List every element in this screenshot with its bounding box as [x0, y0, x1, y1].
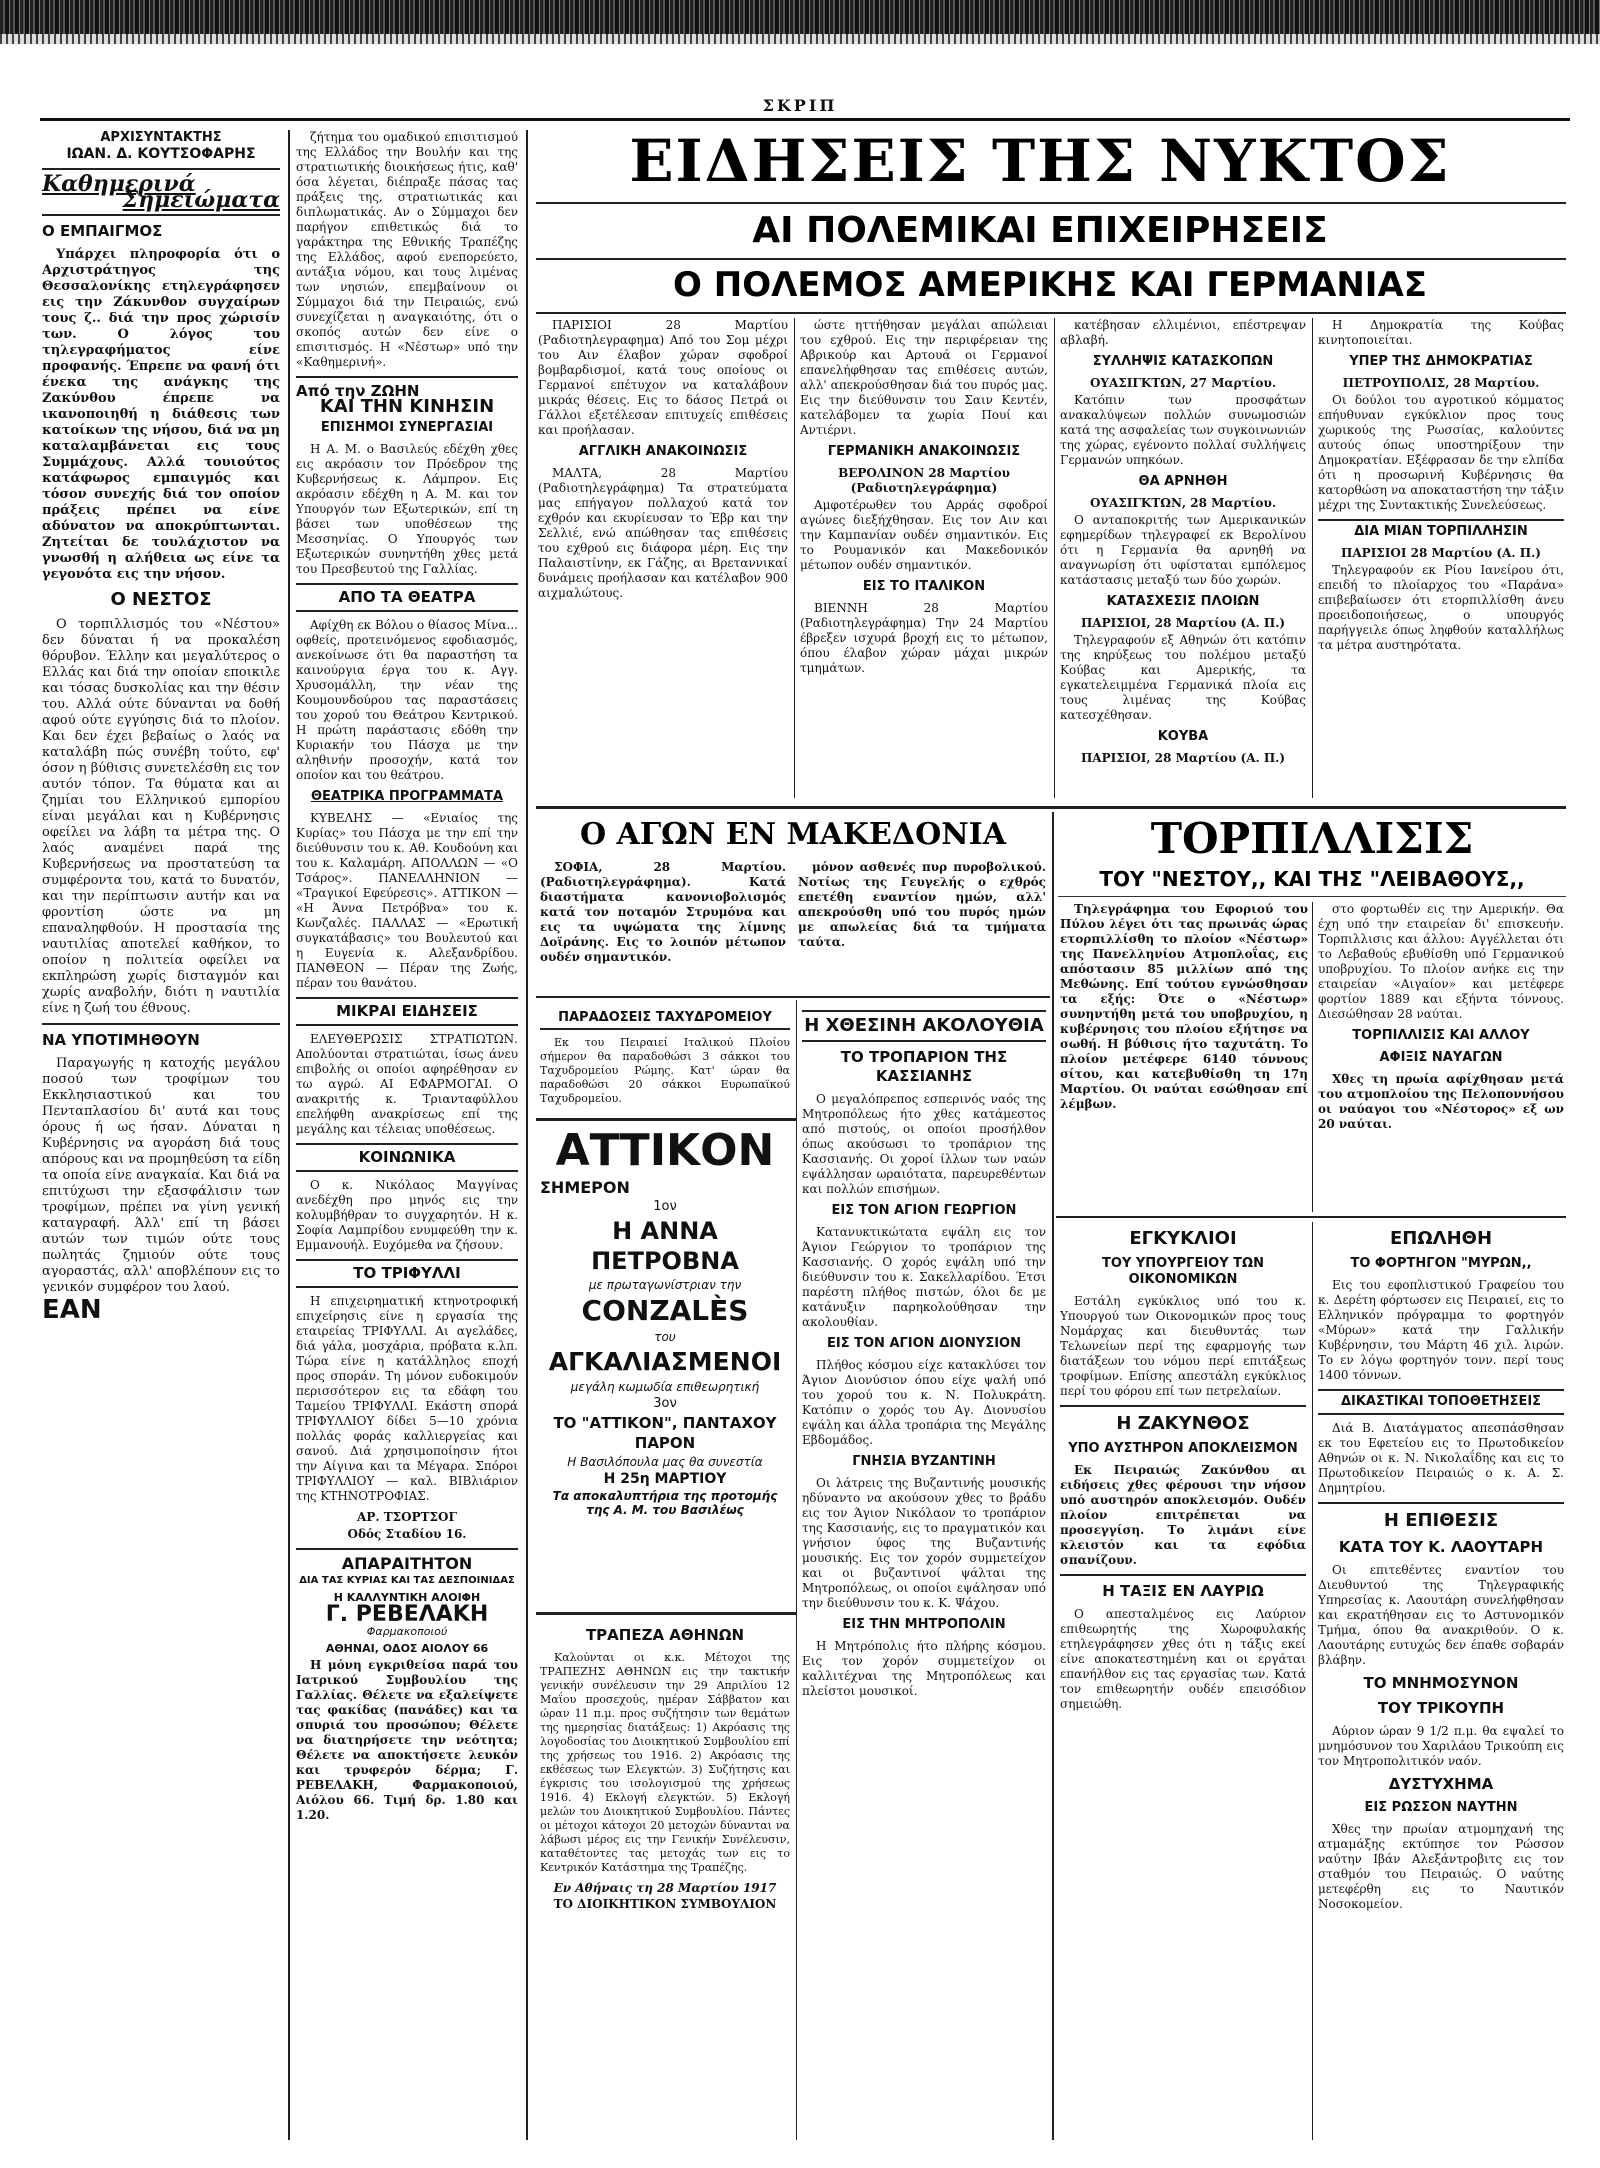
section-rule	[536, 996, 1050, 998]
banner-subheadline: ΑΙ ΠΟΛΕΜΙΚΑΙ ΕΠΙΧΕΙΡΗΣΕΙΣ	[752, 210, 1328, 251]
story-body: Εκ του Πειραιεί Ιταλικού Πλοίου σήμερον θα παραδοθώσι 3 σάκκοι του Ταχυδρομείου Ρώμης. Κατ' ώραν θα παραδοθώσι 20 σάκκοι Ευρωπαϊκού Ταχυδρομείου.	[540, 1036, 790, 1105]
story-title: ΝΑ ΥΠΟΤΙΜΗΘΟΥΝ	[42, 1031, 200, 1049]
ad-role: Φαρμακοποιού	[366, 1625, 448, 1638]
story-body: ΚΥΒΕΛΗΣ — «Ενιαίος της Κυρίας» του Πάσχα με την επί την διεύθυνσιν του κ. Αθ. Κουδούνη και του κ. Καλαμάρη. ΑΠΟΛΛΩΝ — «Ο Τσάρος». ΠΑΝΕΛΛΗΝΙΟΝ — «Τραγικοί Εφεύρεσις». ΑΤΤΙΚΟΝ — «Η Άννα Πετρόβνα» του κ. Κωνζαλές. ΠΑΛΛΑΣ — «Ερωτική συγκατάβασις» του Βουλευτού και η Ευγενία κ. Αλεξανδρίδου. ΠΑΝΘΕΟΝ — Πέραν της Ζωής, πέραν του θανάτου.	[296, 811, 518, 990]
section-heading: ΤΡΑΠΕΖΑ ΑΘΗΝΩΝ	[585, 1626, 745, 1644]
column-rule	[794, 318, 795, 798]
section-heading: ΓΕΡΜΑΝΙΚΗ ΑΝΑΚΟΙΝΩΣΙΣ	[827, 444, 1021, 459]
story-title: Ο ΕΜΠΑΙΓΜΟΣ	[42, 222, 163, 240]
section-heading: ΔΙΚΑΣΤΙΚΑΙ ΤΟΠΟΘΕΤΗΣΕΙΣ	[1318, 1389, 1564, 1415]
editor-name: ΙΩΑΝ. Δ. ΚΟΥΤΣΟΦΑΡΗΣ	[66, 146, 256, 162]
section-heading: ΚΟΥΒΑ	[1157, 729, 1209, 744]
section-subheading: ΥΠΟ ΑΥΣΤΗΡΟΝ ΑΠΟΚΛΕΙΣΜΟΝ	[1068, 1441, 1298, 1456]
section-subheading: ΤΟ ΤΡΟΠΑΡΙΟΝ ΤΗΣ ΚΑΣΣΙΑΝΗΣ	[840, 1048, 1008, 1085]
column-rule	[1312, 1222, 1313, 2140]
notice-signature: ΤΟ ΔΙΟΙΚΗΤΙΚΟΝ ΣΥΜΒΟΥΛΙΟΝ	[553, 1897, 777, 1911]
section-subheading: ΤΟ ΦΟΡΤΗΓΟΝ "ΜΥΡΩΝ,,	[1350, 1256, 1532, 1271]
torpedo-column-1	[1060, 902, 1308, 1212]
section-heading: ΓΝΗΣΙΑ ΒΥΖΑΝΤΙΝΗ	[852, 1454, 996, 1469]
play-title: ΑΓΚΑΛΙΑΣΜΕΝΟΙ	[548, 1347, 782, 1376]
encyclical-column	[1060, 1222, 1306, 2140]
ad-subtitle: ΔΙΑ ΤΑΣ ΚΥΡΙΑΣ ΚΑΙ ΤΑΣ ΔΕΣΠΟΙΝΙΔΑΣ	[299, 1575, 515, 1586]
header-rule	[40, 118, 1570, 121]
divider	[42, 1023, 280, 1025]
story-body: στο φορτωθέν εις την Αμερικήν. Θα έχη υπό την εταιρείαν δι' επισκευήν. Τορπιλλισις και άλλου: Αγγέλλεται ότι το Λεβαθούς εβυθίσθη υπό Γερμανικού υποβρυχίου. Το πλοίον ανήκε εις την εταιρείαν «Αιγαίον» και μετέφερε φορτίον 1889 και εξήντα τόννους. Διεσώθησαν 28 ναύται.	[1318, 902, 1564, 1021]
dateline: ΒΕΡΟΛΙΝΟΝ 28 Μαρτίου (Ραδιοτηλεγράφημα)	[838, 466, 1010, 495]
section-heading: ΘΑ ΑΡΝΗΘΗ	[1138, 474, 1228, 489]
column-rule	[1312, 902, 1313, 1212]
section-heading: ΔΙΑ ΜΙΑΝ ΤΟΡΠΙΛΛΗΣΙΝ	[1318, 519, 1564, 540]
story-body: ΒΙΕΝΝΗ 28 Μαρτίου (Ραδιοτηλεγράφημα) Την 24 Μαρτίου έβρεξεν ισχυρά βροχή εις το μέτωπον, όπου έλαβον χώραν μάχαι μικρών τμημάτων.	[800, 601, 1048, 675]
theatre-name: ΑΤΤΙΚΟΝ	[555, 1125, 775, 1176]
masthead: ΣΚΡΙΠ	[762, 96, 838, 115]
ad-rule	[536, 1118, 796, 1121]
section-subheading: ΤΟΥ ΤΡΙΚΟΥΠΗ	[1377, 1699, 1505, 1717]
section-heading: ΤΟ ΤΡΙΦΥΛΛΙ	[296, 1259, 518, 1288]
section-heading: ΣΥΛΛΗΨΙΣ ΚΑΤΑΣΚΟΠΩΝ	[1092, 354, 1274, 369]
story-body: Υπάρχει πληροφορία ότι ο Αρχιστράτηγος της Θεσσαλονίκης ετηλεγράφησεν εις την Ζάκυνθον συγχαίρων τους ζ.. διά την προς χώρισίν των. Ο λόγος του τηλεγραφήματος είνε προφανής. Έπρεπε να φανή ότι ένεκα της ανάγκης της Ζακύνθου έπρεπε να ικανοποιηθή η διάθεσις των κατοίκων της νήσου, διά να μη καταλαμβάνεται εις τους Συμμάχους. Αλλά τουιούτος κατάφωρος εμπαιγμός και τόσον συνεχής διά τον οποίον πράξεις πρέπει να είνε αδύνατον να αποκρύπτωνται. Ζητείται δε τουλάχιστον να γνωσθή η αλήθεια ως είνε τα γεγονότα εις την νήσον.	[42, 247, 280, 582]
signature-address: Οδός Σταδίου 16.	[347, 1527, 467, 1541]
play-title: Η ΑΝΝΑ ΠΕΤΡΟΒΝΑ	[591, 1217, 739, 1275]
divider	[42, 168, 280, 170]
story-body: ΕΛΕΥΘΕΡΩΣΙΣ ΣΤΡΑΤΙΩΤΩΝ. Απολύονται στρατιώται, ίσως άνευ επιβολής οι οποίοι αφηρέθησαν εν τω αγρώ. ΑΙ ΕΦΑΡΜΟΓΑΙ. Ο ανακριτής κ. Τριανταφύλλου επελήφθη ανακρίσεως επί της μεγάλης και τέλειας υποθέσεως.	[296, 1032, 518, 1136]
dateline: ΠΑΡΙΣΙΟΙ, 28 Μαρτίου (Α. Π.)	[1080, 616, 1286, 630]
section-heading: Η ΤΑΞΙΣ ΕΝ ΛΑΥΡΙΩ	[1102, 1582, 1264, 1600]
column-rule	[1312, 318, 1313, 798]
story-body: Οι δούλοι του αγροτικού κόμματος επήυθυναν εγκύκλιον προς τους χωρικούς της Ρωσσίας, καλούντες αυτούς όπως υποστηρίξουν την Δημοκρατίαν. Εξέφρασαν δε την ελπίδα ότι η προσωρινή Κυβέρνησις θα κατορθώση να αποκαταστήση την τάξιν μέχρι της Συντακτικής Συνελεύσεως.	[1318, 393, 1564, 512]
ad-number: 1ον	[653, 1199, 677, 1214]
section-heading: Η ΕΠΙΘΕΣΙΣ	[1383, 1510, 1499, 1531]
section-heading: ΕΠΙΣΗΜΟΙ ΣΥΝΕΡΓΑΣΙΑΙ	[320, 420, 494, 435]
night-column-4	[1318, 318, 1564, 798]
story-tail: ΕΑΝ	[42, 1295, 102, 1325]
column-2	[296, 130, 518, 2140]
story-body: Τηλεγραφούν εκ Ρίου Ιανείρου ότι, επειδή το πλοίαρχος του «Παράνα» επιβεβαίωσεν ότι ετορπιλλίσθη άνευ προειδοποιήσεως, ο υπουργός παρήγγειλε όπως ληφθούν καταλλήλως τα μέτρα αυστηρότατα.	[1318, 563, 1564, 652]
ad-rule	[536, 1612, 796, 1615]
story-body: Οι λάτρεις της Βυζαντινής μουσικής ηδύναντο να ακούσουν χθες το βράδυ εις τον Άγιον Νικόλαον το τροπάριον της Κασσιανής, εις το πραγματικόν και γνήσιον ύφος της Βυζαντινής μουσικής. Εις τον χορόν συμμετείχον και οι βυζαντινοί ψάλται της Μητροπόλεως, οι οποίοι εψάλησαν υπό την διεύθυνσιν του κ. Κ. Ψάχου.	[802, 1476, 1046, 1610]
main-headline: ΕΙΔΗΣΕΙΣ ΤΗΣ ΝΥΚΤΟΣ	[629, 127, 1451, 195]
ad-number: 3ον	[653, 1396, 677, 1411]
section-heading: ΑΠΟ ΤΑ ΘΕΑΤΡΑ	[296, 583, 518, 612]
divider	[42, 214, 280, 216]
story-body: Ο απεσταλμένος εις Λαύριον επιθεωρητής της Χωροφυλακής ετηλεγράφησεν χθες ότι η τάξις εκεί είνε αποκατεστημένη και οι εργάται επανήλθον εις τας εργασίας των. Κατά τον επιθεωρητήν ουδέν επεισόδιον σημειώθη.	[1060, 1607, 1306, 1711]
section-heading: Η ΖΑΚΥΝΘΟΣ	[1116, 1413, 1250, 1434]
story-body: Ο μεγαλόπρεπος εσπερινός ναός της Μητροπόλεως ήτο χθες κατάμεστος από πιστούς, οι οποίοι προσήλθον όπως ακούσωσι το τροπάριον της Κασσιανής. Οι χοροί ίλλων των ναών εψάλλησαν ωραιότατα, παρευρεθέντων και πολλών επισήμων.	[802, 1092, 1046, 1196]
banner-rule	[536, 202, 1566, 204]
post-notice	[540, 1004, 790, 1114]
divider	[296, 376, 518, 378]
column-rule	[1054, 318, 1055, 798]
section-subheading: ΕΙΣ ΡΩΣΣΟΝ ΝΑΥΤΗΝ	[1364, 1800, 1518, 1815]
theatre-ad	[540, 1124, 790, 1608]
story-body: ώστε ηττήθησαν μεγάλαι απώλειαι του εχθρού. Εις την περιφέρειαν της Αβρικούρ και Αρτουά οι Γερμανοί επανελήφθησαν τας επιθέσεις αυτών, αλλ' απεκρούσθησαν διά του πυρός μας. Εις την διεύθυνσιν του Σαιν Κεντέν, κατελάβομεν τα χωρία Πουί και Αντιέρνι.	[800, 318, 1048, 437]
story-body: Ο κ. Νικόλαος Μαγγίνας ανεδέχθη προ μηνός εις την κολυμβήθραν το συγχαρητόν. Η κ. Σοφία Λαμπρίδου ενυμφεύθη την κ. Εμμανουήλ. Ευχόμεθα να ζήσουν.	[296, 1178, 518, 1252]
banner-subheadline: Ο ΠΟΛΕΜΟΣ ΑΜΕΡΙΚΗΣ ΚΑΙ ΓΕΡΜΑΝΙΑΣ	[673, 265, 1427, 305]
story-body: Κατόπιν των προσφάτων ανακαλύψεων πολλών συνωμοσιών κατά της ασφαλείας των συγκοινωνιών της χώρας, εγένοντο πολλαί συλλήψεις Γερμανών υπηκόων.	[1060, 393, 1306, 467]
night-column-3	[1060, 318, 1306, 798]
section-heading: ΕΠΩΛΗΘΗ	[1389, 1228, 1493, 1249]
ad-line: με πρωταγωνίστριαν την	[588, 1278, 742, 1292]
story-body: Ο ανταποκριτής των Αμερικανικών εφημερίδων τηλεγραφεί εκ Βερολίνου ότι η Γερμανία θα αρνηθή να αναγνωρίση ότι υφίσταται εμπόλεμος κατάστασις μεταξύ των δύο χωρών.	[1060, 513, 1306, 587]
story-body: Διά Β. Διατάγματος απεσπάσθησαν εκ του Εφετείου εις το Πρωτοδικείον Αθηνών οι κ. Ν. Νικολαΐδης και εις το Πρωτοδικείον Πειραιώς ο κ. Α. Σ. Δημητρίου.	[1318, 1421, 1564, 1495]
dateline: ΠΕΤΡΟΥΠΟΛΙΣ, 28 Μαρτίου.	[1342, 376, 1540, 390]
section-subheading: ΤΟΥ ΥΠΟΥΡΓΕΙΟΥ ΤΩΝ ΟΙΚΟΝΟΜΙΚΩΝ	[1102, 1256, 1264, 1287]
night-column-2	[800, 318, 1048, 798]
story-body: Ο τορπιλλισμός του «Νέστου» δεν δύναται ή να προκαλέση θόρυβον. Έλλην και μεγαλύτερος ο Ελλάς και διά την οποίαν εποικιλε και τόσας δυσκολίας και την θέσιν του. Αλλά ούτε δύνανται να δοθή αφού ούτε εγγύησις διά το πλοίον. Και δεν έχει βεβαίως ο λαός να καταλάβη πώς συνέβη τούτο, εφ' όσον η βύθισις συνετελέσθη εις τον αυτόν τόπον. Τα θύματα και αι ζημίαι του Ελληνικού εμπορίου είναι μεγάλαι και η Κυβέρνησις οφείλει να λάβη τα μέτρα της. Ο λαός αναμένει παρά της Κυβερνήσεως να προστατεύση τα συμφέροντα του, κατά το δυνατόν, και την περίπτωσιν αυτήν και να φροντίση ώστε να μη επαναληφθούν. Η προστασία της ναυτιλίας αποτελεί καθήκον, το οποίον η πολιτεία οφείλει να εκπληρώση χωρίς δισταγμόν και χωρίς αναβολήν, διότι η ναυτιλία είνε η ζωή του έθνους.	[42, 617, 280, 1016]
section-heading: ΚΑΤΑΣΧΕΣΙΣ ΠΛΟΙΩΝ	[1106, 594, 1260, 609]
story-body: ΠΑΡΙΣΙΟΙ 28 Μαρτίου (Ραδιοτηλεγραφημα) Από του Σομ μέχρι του Αιν έλαβον χώραν σφοδροί βομβαρδισμοί, κατά τους οποίους οι Γερμανοί επέτυχον να καταλάβουν μικράς θέσεις. Εις το δάσος Πετρά οι Γάλλοι εξετέλεσαν επιτυχείς επιθέσεις και προήλασαν.	[538, 318, 788, 437]
banner-rule	[536, 312, 1566, 314]
ad-address: ΑΘΗΝΑΙ, ΟΔΟΣ ΑΙΟΛΟΥ 66	[325, 1642, 489, 1655]
story-body: Κατανυκτικώτατα εψάλη εις τον Άγιον Γεώργιον το τροπάριον της Κασσιανής. Ο χορός εψάλη υπό την διεύθυνσιν του κ. Σακελλαρίδου. Έτσι παρέστη πλήθος πιστών, όλοι δε με κατάνυξιν παρηκολούθησαν την ακολουθίαν.	[802, 1225, 1046, 1329]
torpedo-column-2	[1318, 902, 1564, 1212]
section-heading: Η ΧΘΕΣΙΝΗ ΑΚΟΛΟΥΘΙΑ	[802, 1010, 1046, 1042]
column-rule	[796, 1000, 797, 2140]
divider	[296, 1548, 518, 1550]
column-rule	[526, 130, 528, 2140]
section-heading: ΤΟ ΜΝΗΜΟΣΥΝΟΝ	[1363, 1674, 1519, 1692]
story-body: Αμφοτέρωθεν του Αρράς σφοδροί αγώνες διεξήχθησαν. Εις τον Αιν και την Καμπανίαν ουδέν σημαντικόν. Εις το Ρουμανικόν και Μακεδονικόν μέτωπον ουδέν σημαντικόν.	[800, 498, 1048, 572]
section-subheading: ΚΑΤΑ ΤΟΥ Κ. ΛΑΟΥΤΑΡΗ	[1338, 1538, 1544, 1556]
story-body: μόνον ασθενές πυρ πυροβολικού. Νοτίως της Γευγελής ο εχθρός επετέθη εναντίον ημών, αλλ' απεκρούσθη υπό του πυρός ημών με απωλείας διά τα τμήματα ταύτα.	[798, 860, 1046, 949]
section-heading: ΕΓΚΥΚΛΙΟΙ	[1129, 1228, 1237, 1249]
ad-today: ΣΗΜΕΡΟΝ	[540, 1178, 630, 1197]
scan-top-border-thin	[0, 34, 1600, 44]
story-body: κατέβησαν ελλιμένιοι, επέστρεψαν αβλαβή.	[1060, 318, 1306, 347]
ad-date: Η 25η ΜΑΡΤΙΟΥ	[603, 1471, 727, 1487]
column-rule	[288, 130, 290, 2140]
section-heading: ΑΓΓΛΙΚΗ ΑΝΑΚΟΙΝΩΣΙΣ	[578, 444, 748, 459]
story-body: Εστάλη εγκύκλιος υπό του κ. Υπουργού των Οικονομικών προς τους Νομάρχας και διευθυντάς των Τελωνείων περί της εφαρμογής των διατάξεων του νόμου περί επιτάξεως τροφίμων. Επίσης απεστάλη εγκύκλιος περί του φόρου επί των πετρελαίων.	[1060, 1294, 1306, 1398]
section-heading: ΔΥΣΤΥΧΗΜΑ	[1388, 1775, 1494, 1793]
ad-line: Τα αποκαλυπτήρια της προτομής της Α. Μ. του Βασιλέως	[552, 1489, 778, 1517]
ad-subtitle: Η ΚΑΛΛΥΝΤΙΚΗ ΑΛΟΙΦΗ	[333, 1591, 481, 1604]
subheadline: ΤΟΥ "ΝΕΣΤΟΥ,, ΚΑΙ ΤΗΣ "ΛΕΙΒΑΘΟΥΣ,,	[1099, 867, 1525, 891]
story-body: Η επιχειρηματική κτηνοτροφική επιχείρησις είνε η εργασία της εταιρείας ΤΡΙΦΥΛΛΙ. Αι αγελάδες, διά γάλα, μοσχάρια, πρόβατα κ.λπ. Τώρα είνε η κατάλληλος εποχή προς σποράν. Τη μόνον ευδοκιμούν περισσότερον εις τα εδάφη του Ταμείου ΤΡΙΦΥΛΛΙ. Εκάστη σπορά ΤΡΙΦΥΛΛΙΟΥ δίδει 5—10 χρόνια πολλάς φοράς καλλιεργείας και σανού. Διά χρησιμοποίησιν ήτοι την Αίγινα και τα Μέγαρα. Σπόροι ΤΡΙΦΥΛΛΙΟΥ — καλ. ΒΙΒλιάριον της ΚΤΗΝΟΤΡΟΦΙΑΣ.	[296, 1294, 518, 1503]
story-body: Πλήθος κόσμου είχε κατακλύσει τον Άγιον Διονύσιον όπου είχε ψαλή υπό του χορού του κ. Ν. Πολυκράτη. Κατόπιν ο χορός του Αγ. Διονυσίου εψάλη και άλλα τροπάρια της Μεγάλης Εβδομάδος.	[802, 1358, 1046, 1447]
section-heading: ΠΑΡΑΔΟΣΕΙΣ ΤΑΧΥΔΡΟΜΕΙΟΥ	[540, 1010, 790, 1030]
section-subtitle: ΚΑΙ ΤΗΝ ΚΙΝΗΣΙΝ	[319, 396, 495, 417]
story-body: Παραγωγής η κατοχής μεγάλου ποσού των τροφίμων του Εκκλησιαστικού και του Πενταπλασίου δι' αυτά και τους όρους ή ως ήσαν. Δύναται η Κυβέρνησις να αγοράση διά τους απόρους και να προμηθεύση τα είδη τα οποία είνε αναγκαία. Και διά να επιτύχωσι την εξασφάλισιν των τροφίμων, πρέπει να γίνη γενική καταγραφή. Άλλ' επί τη βάσει αυτών των τιμών ούτε τους πωλητάς ζημιούν ούτε τους αγοραστάς, αλλ' αποβλέπουν εις το γενικόν συμφέρον του λαού.	[42, 1056, 280, 1295]
story-body: Τηλεγράφημα του Εφοριού του Πύλου λέγει ότι τας πρωινάς ώρας ετορπιλλίσθη το πλοίον «Νέστωρ» της Πανελληνίου Ατμοπλοΐας, εις απόστασιν 85 μιλλίων από της Μεθώνης. Επί τούτου εγνώσθησαν τα εξής: Ότε ο «Νέστωρ» συνηντήθη μετά του υποβρυχίου, η κυβέρνησις του πλοίου εξήτησε να σωθή. Η βύθισις ήτο ταχυτάτη. Το πλοίον μετέφερε 6140 τόννους σίτου, και κατεβυθίσθη τη 17η Μαρτίου. Οι ναύται εσώθησαν επί λέμβων.	[1060, 902, 1308, 1111]
ad-slogan: ΤΟ "ΑΤΤΙΚΟΝ", ΠΑΝΤΑΧΟΥ ΠΑΡΟΝ	[553, 1414, 777, 1452]
ad-name: Γ. ΡΕΒΕΛΑΚΗ	[325, 1602, 489, 1627]
signature: ΑΡ. ΤΣΟΡΤΣΟΓ	[357, 1510, 457, 1524]
story-body: Αφίχθη εκ Βόλου ο θίασος Μίνα... οφθείς, προτεινόμενος εφοδιασμός, ανεκοίνωσε ότι θα παραστήση τα καινούργια έργα του κ. Αγγ. Χρυσομάλλη, την νέαν της Κουμουνδούρου τας παραστάσεις του χορού του Θεάτρου Κεντρικού. Η πρώτη παράστασις εδόθη την Κυριακήν του Πάσχα με την αληθινήν προσοχήν, κατά τον οποίον και του θεάτρου.	[296, 618, 518, 782]
star-name: CONZALÈS	[581, 1294, 749, 1327]
ad-body: Η μόνη εγκριθείσα παρά του Ιατρικού Συμβουλίου της Γαλλίας. Θέλετε να εξαλείψετε τας φακίδας (πανάδες) και τα σπυριά του προσώπου; Θέλετε να διατηρήσετε την νεότητα; Θέλετε να αποκτήσετε λευκόν και τρυφερόν δέρμα; Γ. ΡΕΒΕΛΑΚΗ, Φαρμακοποιού, Αιόλου 66. Τιμή δρ. 1.80 και 1.20.	[296, 1658, 518, 1822]
ad-title: ΑΠΑΡΑΙΤΗΤΟΝ	[341, 1554, 473, 1573]
story-body: ΣΟΦΙΑ, 28 Μαρτίου. (Ραδιοτηλεγράφημα). Κατά διαστήματα κανονιοβολισμός κατά τον ποταμόν Στρυμόνα και εις τα υψώματα της λίμνης Δοϊράνης. Εις το λοιπόν μέτωπον ουδέν σημαντικόν.	[540, 860, 786, 964]
section-heading: ΕΙΣ ΤΗΝ ΜΗΤΡΟΠΟΛΙΝ	[842, 1617, 1006, 1632]
ad-line: Η Βασιλόπουλα μας θα συνεστία	[567, 1455, 763, 1469]
section-heading: ΜΙΚΡΑΙ ΕΙΔΗΣΕΙΣ	[296, 997, 518, 1026]
story-body: Χθες την πρωίαν ατμομηχανή της ατμαμάξης εκτύπησε τον Ρώσσον ναύτην Ιβάν Αλεξάντροβιτς εις τον σταθμόν του Πειραιώς. Ο ναύτης μετεφέρθη εις το Ναυτικόν Νοσοκομείον.	[1318, 1822, 1564, 1911]
divider	[1318, 1502, 1564, 1504]
section-heading: ΕΙΣ ΤΟ ΙΤΑΛΙΚΟΝ	[862, 579, 986, 594]
section-heading: ΕΙΣ ΤΟΝ ΑΓΙΟΝ ΓΕΩΡΓΙΟΝ	[831, 1203, 1017, 1218]
ad-line: μεγάλη κωμωδία επιθεωρητική	[570, 1380, 760, 1394]
scan-top-border	[0, 0, 1600, 34]
ad-line: του	[654, 1330, 676, 1344]
section-heading: ΑΦΙΞΙΣ ΝΑΥΑΓΩΝ	[1379, 1050, 1503, 1065]
right-column	[1318, 1222, 1564, 2140]
story-body: Καλούνται οι κ.κ. Μέτοχοι της ΤΡΑΠΕΖΗΣ ΑΘΗΝΩΝ εις την τακτικήν γενικήν συνέλευσιν την 29 Απριλίου 12 Μαΐου προσεχούς, ημέραν Σάββατον και ώραν 11 π.μ. προς συζήτησιν των θεμάτων της ημερησίας διατάξεως: 1) Ακρόασις της λογοδοσίας του Διοικητικού Συμβουλίου επί της χρήσεως του 1916. 2) Ακρόασις της εκθέσεως των Ελεγκτών. 3) Συζήτησις και έγκρισις του ισολογισμού της χρήσεως 1916. 4) Εκλογή ελεγκτών. 5) Εκλογή μελών του Διοικητικού Συμβουλίου. Πάντες οι μέτοχοι κάτοχοι 20 μετοχών δύνανται να λάβωσι μέρος εις την Γενικήν Συνέλευσιν, καταθέτοντες τας μετοχάς των εις το Κεντρικόν Κατάστημα της Τραπέζης.	[540, 1651, 790, 1874]
section-heading: ΕΙΣ ΤΟΝ ΑΓΙΟΝ ΔΙΟΝΥΣΙΟΝ	[827, 1336, 1021, 1351]
story-body: Η Μητρόπολις ήτο πλήρης κόσμου. Εις τον χορόν συμμετείχον οι καλλιτέχναι της Μητροπόλεως και πλείστοι μουσικοί.	[802, 1639, 1046, 1698]
section-rule	[536, 806, 1566, 809]
story-body: Αύριον ώραν 9 1/2 π.μ. θα εψαλεί το μνημόσυνον του Χαριλάου Τρικούπη εις τον Μητροπολιτικόν ναόν.	[1318, 1724, 1564, 1768]
bank-notice	[540, 1620, 790, 2140]
story-body: Τηλεγραφούν εξ Αθηνών ότι κατόπιν της κηρύξεως του πολέμου μεταξύ Κούβας και Αμερικής, τα εγκατελειμμένα Γερμανικά πλοία εις τους λιμένας της Κούβας κατεσχέθησαν.	[1060, 633, 1306, 722]
banner-rule	[536, 258, 1566, 260]
akolouthia-column	[802, 1004, 1046, 2140]
notice-date: Εν Αθήναις τη 28 Μαρτίου 1917	[553, 1881, 777, 1895]
dateline: ΟΥΑΣΙΓΚΤΩΝ, 27 Μαρτίου.	[1089, 376, 1277, 390]
dateline: ΠΑΡΙΣΙΟΙ 28 Μαρτίου (Α. Π.)	[1341, 546, 1541, 560]
section-title: Από την ΖΩΗΝ	[296, 382, 420, 400]
story-body: Εκ Πειραιώς Ζακύνθου αι ειδήσεις χθες φέρουσι την νήσον υπό αυστηρόν αποκλεισμόν. Ουδέν πλοίον επιτρέπεται να προσεγγίση. Το λιμάνι είνε κλειστόν και τα εφόδια σπανίζουν.	[1060, 1463, 1306, 1567]
story-body: ζήτημα του ομαδικού επισιτισμού της Ελλάδος την Βουλήν και της στρατιωτικής διοικήσεως ήτις, καθ' όσα λέγεται, διέπραξε πάσας τας πράξεις της, στρατιωτικάς και διπλωματικάς. Αν ο Σύμμαχοι δεν παρήγον επιθετικώς διά το γαράκτηρα της Εθνικής Τραπέζης της Ελλάδος, αφού ενεπορεύετο, αντάξια νόμου, και τους λιμένας των νησιών, επεμβαίνουν οι Σύμμαχοι διά την Πειραιώς, ενώ συνεχίζεται η αναγκαιότης, ότι ο σκοπός αυτών δεν είνε ο επισιτισμός. Η «Νέστωρ» υπό την «Καθημερινή».	[296, 130, 518, 369]
headline: ΤΟΡΠΙΛΛΙΣΙΣ	[1150, 814, 1474, 863]
section-rule	[1058, 896, 1566, 897]
column-title-1: Καθημερινά	[42, 171, 196, 197]
divider	[1060, 1574, 1306, 1576]
divider	[1060, 1405, 1306, 1407]
story-body: Εις του εφοπλιστικού Γραφείου του κ. Δερέτη φόρτωσεν εις Πειραιεί, εις το Ελληνικόν πρόγραμμα το φορτηγόν «Μύρων» κατά την Γαλλικήν Κυβέρνησιν, του Μάρτη 46 χιλ. λιρών. Το εν λόγω φορτηγόν τονν. περί τους 1400 τόννων.	[1318, 1278, 1564, 1382]
story-title: Ο ΝΕΣΤΟΣ	[110, 589, 212, 610]
section-heading: ΘΕΑΤΡΙΚΑ ΠΡΟΓΡΑΜΜΑΤΑ	[310, 789, 504, 804]
story-body: Η Δημοκρατία της Κούβας κινητοποιείται.	[1318, 318, 1564, 347]
column-title-2: Σημειώματα	[122, 187, 280, 213]
story-body: Οι επιτεθέντες εναντίον του Διευθυντού της Τηλεγραφικής Υπηρεσίας κ. Λαουτάρη συνελήφθησαν και εκρατήθησαν εις το Αστυνομικόν Τμήμα, όπου θα ανακριθούν. Ο κ. Λαουτάρης ευτυχώς δεν έπαθε σοβαράν βλάβην.	[1318, 1563, 1564, 1667]
column-1	[42, 130, 280, 2140]
section-rule	[1056, 1216, 1566, 1218]
section-heading: ΤΟΡΠΙΛΛΙΣΙΣ ΚΑΙ ΑΛΛΟΥ	[1352, 1028, 1530, 1043]
dateline: ΟΥΑΣΙΓΚΤΩΝ, 28 Μαρτίου.	[1089, 496, 1277, 510]
macedonia-column-1	[540, 860, 786, 990]
column-rule	[1052, 812, 1054, 2140]
macedonia-column-2	[798, 860, 1046, 990]
story-body: Η Α. Μ. ο Βασιλεύς εδέχθη χθες εις ακρόασιν τον Πρόεδρον της Κυβερνήσεως κ. Λάμπρον. Εις ακρόασιν εδέχθη η Α. Μ. και τον Υπουργόν των Εξωτερικών, επί τη βάσει των υποθέσεων της Μεσσηνίας. Ο Υπουργός των Εξωτερικών συνηντήθη χθες μετά του Πρεσβευτού της Γαλλίας.	[296, 442, 518, 576]
story-body: Χθες τη πρωία αφίχθησαν μετά του ατμοπλοίου της Πελοποννήσου οι ναύαγοι του «Νέστορος» εξ ων 20 ναύται.	[1318, 1072, 1564, 1131]
section-heading: ΥΠΕΡ ΤΗΣ ΔΗΜΟΚΡΑΤΙΑΣ	[1349, 354, 1533, 369]
story-body: ΜΑΛΤΑ, 28 Μαρτίου (Ραδιοτηλεγράφημα) Τα στρατεύματα μας επήγαγον πολλαχού κατά τον εχθρόν και εκυρίευσαν το Έβρ και την Σελλιέ, ενώ απώθησαν τας επιθέσεις του εχθρού εις διάφορα μέρη. Εις την Παλαιστίνην, εκ Γάζης, αι Βρεταννικαί δυνάμεις προήλασαν και κατέλαβον 900 αιχμαλώτους.	[538, 466, 788, 600]
headline: Ο ΑΓΩΝ ΕΝ ΜΑΚΕΔΟΝΙΑ	[579, 817, 1007, 852]
cosmetic-ad	[296, 1556, 518, 1656]
section-heading: ΚΟΙΝΩΝΙΚΑ	[296, 1143, 518, 1172]
dateline: ΠΑΡΙΣΙΟΙ, 28 Μαρτίου (Α. Π.)	[1080, 751, 1286, 765]
editor-label: ΑΡΧΙΣΥΝΤΑΚΤΗΣ	[100, 130, 222, 145]
night-column-1	[538, 318, 788, 798]
